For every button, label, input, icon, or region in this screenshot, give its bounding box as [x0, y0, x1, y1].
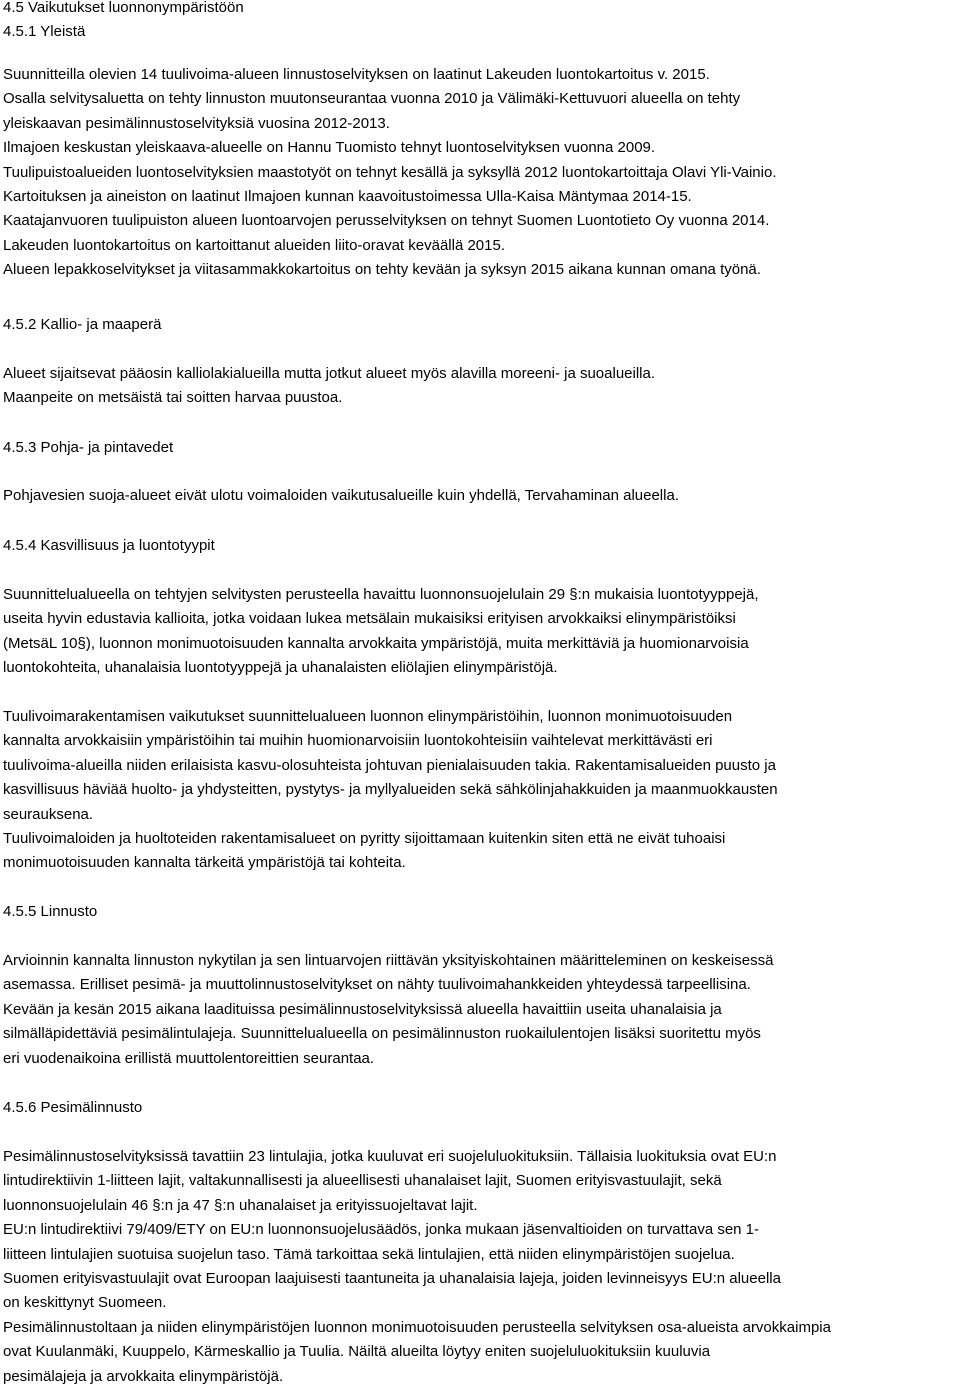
- paragraph-yleista: [3, 63, 776, 283]
- paragraph-kallio-maapera: [3, 362, 655, 411]
- text-line: EU:n lintudirektiivi 79/409/ETY on EU:n luonnonsuojelusäädös, jonka mukaan jäsenvaltioiden on turvattava sen 1-: [3, 1221, 760, 1239]
- text-line: tuulivoima-alueilla niiden erilaisista kasvu-olosuhteista johtuvan pienialaisuuden takia. Rakentamisalueiden puusto ja: [3, 756, 776, 774]
- heading-4-5-4: 4.5.4 Kasvillisuus ja luontotyypit: [3, 537, 215, 554]
- text-line: ovat Kuulanmäki, Kuuppelo, Kärmeskallio ja Tuulia. Näiltä alueilta löytyy eniten suojeluluokituksiin kuuluvia: [3, 1343, 711, 1361]
- text-line: Suomen erityisvastuulajit ovat Euroopan laajuisesti taantuneita ja uhanalaisia lajeja, joiden levinneisyys EU:n alueella: [3, 1270, 781, 1288]
- paragraph-pesimalinnusto: [3, 1145, 831, 1389]
- text-line: on keskittynyt Suomeen.: [3, 1294, 167, 1312]
- text-line: Arvioinnin kannalta linnuston nykytilan ja sen lintuarvojen riittävän yksityiskohtainen määritteleminen on keskeisessä: [3, 952, 774, 969]
- text-line: Pesimälinnustoselvityksissä tavattiin 23 lintulajia, jotka kuuluvat eri suojeluluokituksiin. Tällaisia luokituksia ovat EU:n: [3, 1148, 777, 1165]
- text-line: Kaatajanvuoren tuulipuiston alueen luontoarvojen perusselvityksen on tehnyt Suomen Luontotieto Oy vuonna 2014.: [3, 212, 770, 230]
- text-line: Kartoituksen ja aineiston on laatinut Ilmajoen kunnan kaavoitustoimessa Ulla-Kaisa Mäntymaa 2014-15.: [3, 188, 692, 206]
- heading-4-5-6: 4.5.6 Pesimälinnusto: [3, 1099, 143, 1116]
- text-line: asemassa. Erilliset pesimä- ja muuttolinnustoselvitykset on nähty tuulivoimahankkeiden yhteydessä tarpeellisina.: [3, 976, 751, 994]
- text-line: luonnonsuojelulain 46 §:n ja 47 §:n uhanalaiset ja erityissuojeltavat lajit.: [3, 1196, 478, 1214]
- paragraph-kasvillisuus-2: [3, 705, 778, 876]
- text-line: monimuotoisuuden kannalta tärkeitä ympäristöjä tai kohteita.: [3, 854, 406, 872]
- paragraph-pohjavedet: [3, 484, 679, 508]
- text-line: kasvillisuus häviää huolto- ja yhdysteitten, pystytys- ja myllyalueiden sekä sähkölinjahakkuiden ja maanmuokkausten: [3, 781, 778, 799]
- paragraph-kasvillisuus-1: [3, 583, 759, 681]
- text-line: Pesimälinnustoltaan ja niiden elinympäristöjen luonnon monimuotoisuuden perusteella selvityksen osa-alueista arvokkaimpia: [3, 1318, 831, 1336]
- text-line: Kevään ja kesän 2015 aikana laadituissa pesimälinnustoselvityksissä alueella havaittiin useita uhanalaisia ja: [3, 1000, 722, 1018]
- heading-4-5-2: 4.5.2 Kallio- ja maaperä: [3, 316, 162, 333]
- text-line: kannalta arvokkaisiin ympäristöihin tai muihin huomionarvoisiin luontokohteisiin vaihtelevat merkittävästi eri: [3, 732, 713, 750]
- text-line: Osalla selvitysaluetta on tehty linnuston muutonseurantaa vuonna 2010 ja Välimäki-Kettuvuori alueella on tehty: [3, 90, 741, 108]
- text-line: useita hyvin edustavia kallioita, jotka voidaan lukea metsälain mukaisiksi erityisen arvokkaiksi elinympäristöiksi: [3, 610, 736, 628]
- text-line: Tuulipuistoalueiden luontoselvityksien maastotyöt on tehnyt kesällä ja syksyllä 2012 luontokartoittaja Olavi Yli-Vainio.: [3, 163, 777, 181]
- text-line: eri vuodenaikoina erillistä muuttolentoreittien seurantaa.: [3, 1049, 375, 1067]
- text-line: yleiskaavan pesimälinnustoselvityksiä vuosina 2012-2013.: [3, 114, 390, 132]
- text-line: (MetsäL 10§), luonnon monimuotoisuuden kannalta arvokkaita ympäristöjä, muita merkittäviä ja huomionarvoisia: [3, 634, 749, 652]
- text-line: Pohjavesien suoja-alueet eivät ulotu voimaloiden vaikutusalueille kuin yhdellä, Tervahaminan alueella.: [3, 487, 679, 504]
- text-line: Alueet sijaitsevat pääosin kalliolakialueilla mutta jotkut alueet myös alavilla moreeni- ja suoalueilla.: [3, 365, 656, 382]
- text-line: lintudirektiivin 1-liitteen lajit, valtakunnallisesti ja alueellisesti uhanalaiset lajit, Suomen erityisvastuulajit, sekä: [3, 1172, 722, 1190]
- heading-4-5-5: 4.5.5 Linnusto: [3, 903, 98, 920]
- text-line: pesimälajeja ja arvokkaita elinympäristöjä.: [3, 1367, 284, 1385]
- heading-4-5-3: 4.5.3 Pohja- ja pintavedet: [3, 439, 174, 456]
- text-line: Suunnittelualueella on tehtyjen selvitysten perusteella havaittu luonnonsuojelulain 29 §:n mukaisia luontotyyppejä,: [3, 586, 759, 603]
- text-line: Tuulivoimarakentamisen vaikutukset suunnittelualueen luonnon elinympäristöihin, luonnon monimuotoisuuden: [3, 708, 733, 725]
- text-line: Alueen lepakkoselvitykset ja viitasammakkokartoitus on tehty kevään ja syksyn 2015 aikana kunnan omana työnä.: [3, 261, 761, 279]
- text-line: Ilmajoen keskustan yleiskaava-alueelle on Hannu Tuomisto tehnyt luontoselvityksen vuonna 2009.: [3, 139, 656, 157]
- heading-4-5-1: 4.5.1 Yleistä: [3, 23, 86, 40]
- text-line: Tuulivoimaloiden ja huoltoteiden rakentamisalueet on pyritty sijoittamaan kuitenkin siten että ne eivät tuhoaisi: [3, 830, 726, 848]
- text-line: luontokohteita, uhanalaisia luontotyyppejä ja uhanalaisten eliölajien elinympäristöjä.: [3, 659, 558, 677]
- heading-4-5: 4.5 Vaikutukset luonnonympäristöön: [3, 0, 244, 16]
- paragraph-linnusto: [3, 949, 773, 1071]
- text-line: Maanpeite on metsäistä tai soitten harvaa puustoa.: [3, 389, 343, 407]
- text-line: silmälläpidettäviä pesimälintulajeja. Suunnittelualueella on pesimälinnuston ruokailulentojen lisäksi suoritettu myös: [3, 1025, 761, 1043]
- text-line: Lakeuden luontokartoitus on kartoittanut alueiden liito-oravat keväällä 2015.: [3, 236, 506, 254]
- text-line: seurauksena.: [3, 805, 94, 823]
- text-line: liitteen lintulajien suotuisa suojelun taso. Tämä tarkoittaa sekä lintulajien, että niiden elinympäristöjen suojelua.: [3, 1245, 735, 1263]
- text-line: Suunnitteilla olevien 14 tuulivoima-alueen linnustoselvityksen on laatinut Lakeuden luontokartoitus v. 2015.: [3, 66, 710, 83]
